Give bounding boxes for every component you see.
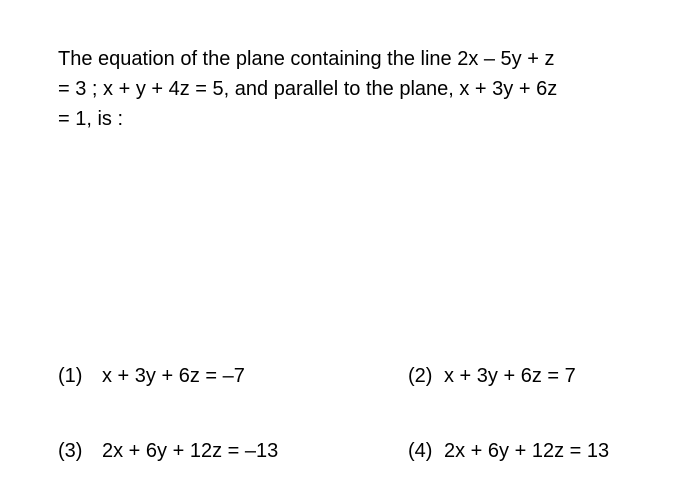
option-2[interactable] — [408, 362, 576, 390]
option-4-text: 2x + 6y + 12z = 13 — [444, 440, 610, 462]
option-3-number: (3) — [58, 440, 83, 462]
option-1-number: (1) — [58, 365, 83, 387]
question-line-3: = 1, is : — [58, 108, 124, 130]
option-3[interactable] — [58, 437, 278, 465]
option-2-text: x + 3y + 6z = 7 — [444, 365, 576, 387]
option-4-number: (4) — [408, 440, 433, 462]
option-1-text: x + 3y + 6z = –7 — [102, 365, 245, 387]
question-line-1: The equation of the plane containing the line 2x – 5y + z — [58, 48, 555, 70]
option-2-number: (2) — [408, 365, 433, 387]
question-text — [58, 44, 618, 134]
option-1[interactable] — [58, 362, 245, 390]
question-line-2: = 3 ; x + y + 4z = 5, and parallel to the plane, x + 3y + 6z — [58, 78, 558, 100]
option-4[interactable] — [408, 437, 609, 465]
option-3-text: 2x + 6y + 12z = –13 — [102, 440, 279, 462]
